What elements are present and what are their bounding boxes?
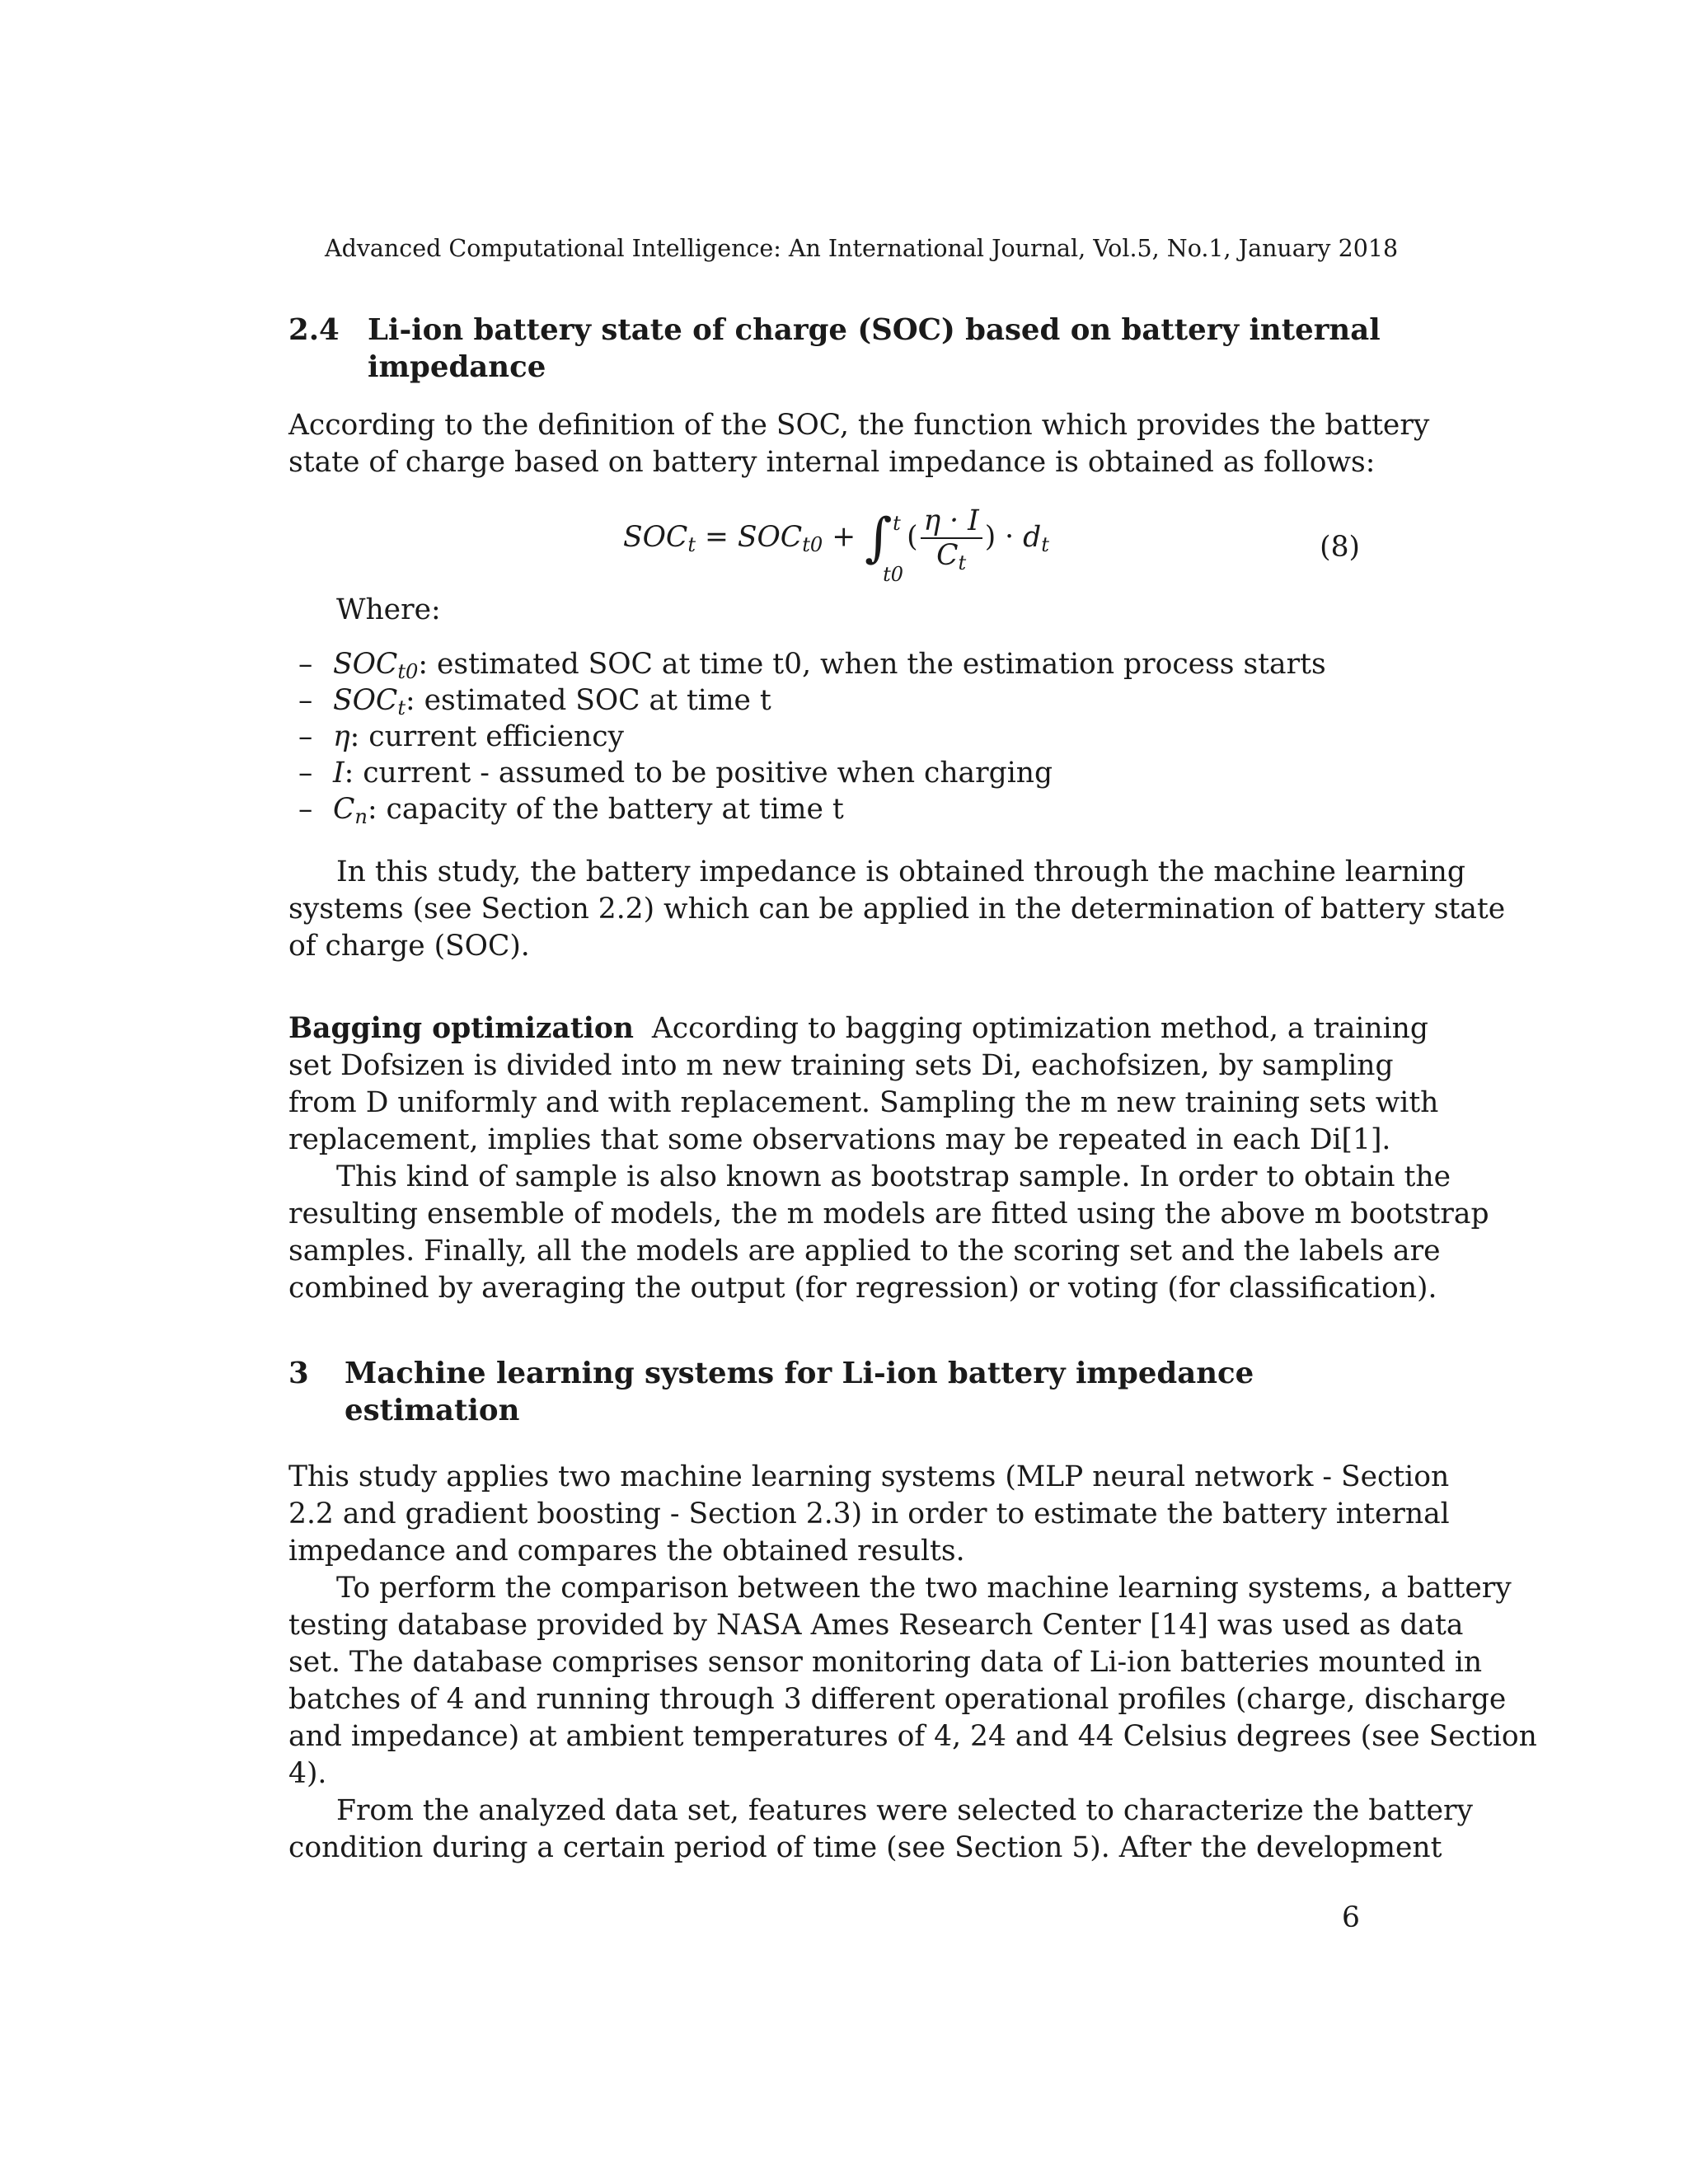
text-line: replacement, implies that some observations may be repeated in each Di[1].	[288, 1123, 1391, 1156]
text-line: This study applies two machine learning systems (MLP neural network - Section	[288, 1460, 1450, 1493]
equation-8	[288, 504, 1360, 587]
section-title-line1: Li-ion battery state of charge (SOC) based on battery internal	[368, 313, 1381, 347]
running-header: Advanced Computational Intelligence: An International Journal, Vol.5, No.1, January 2018	[325, 235, 1399, 262]
text-line: condition during a certain period of time (see Section 5). After the development	[288, 1831, 1442, 1864]
text-line: of charge (SOC).	[288, 930, 530, 963]
text-line: combined by averaging the output (for regression) or voting (for classification).	[288, 1272, 1437, 1305]
text-line: batches of 4 and running through 3 different operational profiles (charge, discharge	[288, 1683, 1507, 1716]
list-item: – η: current efficiency	[298, 720, 625, 753]
list-item: – $C_n$: capacity of the battery at time t	[298, 793, 844, 828]
text-line: To perform the comparison between the two machine learning systems, a battery	[336, 1572, 1512, 1605]
text-line: 4).	[288, 1757, 327, 1790]
text-line: and impedance) at ambient temperatures of 4, 24 and 44 Celsius degrees (see Section	[288, 1720, 1537, 1753]
list-item: – I: current - assumed to be positive when charging	[298, 757, 1053, 790]
equation-body: $SOC_t = SOC_{t0}$ + ∫ t t0 ( $\frac{\eta \cdot I}{C_t}$ ) · $d_t$	[623, 504, 1049, 586]
text-line: from D uniformly and with replacement. Sampling the m new training sets with	[288, 1086, 1439, 1119]
text-line: Bagging optimization According to bagging optimization method, a training	[288, 1012, 1428, 1045]
section-title-line1: Machine learning systems for Li-ion battery impedance	[345, 1357, 1254, 1390]
list-item: – $SOC_t$: estimated SOC at time t	[298, 684, 771, 719]
soc-intro-paragraph	[288, 407, 1430, 481]
text-line: set. The database comprises sensor monitoring data of Li-ion batteries mounted in	[288, 1646, 1483, 1679]
text-line: According to the definition of the SOC, the function which provides the battery	[288, 409, 1430, 442]
section-title-line2: impedance	[368, 350, 546, 384]
paper-page	[288, 0, 1537, 2184]
study-paragraph	[288, 854, 1506, 965]
fraction: $\frac{\eta \cdot I}{C_t}$	[921, 504, 982, 572]
section-title-line2: estimation	[345, 1394, 520, 1427]
bagging-heading: Bagging optimization	[288, 1012, 634, 1045]
text-line: testing database provided by NASA Ames Research Center [14] was used as data	[288, 1609, 1464, 1642]
page-number: 6	[1342, 1901, 1360, 1934]
text-line: From the analyzed data set, features were selected to characterize the battery	[336, 1794, 1474, 1827]
text-line: state of charge based on battery internal impedance is obtained as follows:	[288, 446, 1376, 479]
text-line: systems (see Section 2.2) which can be applied in the determination of battery state	[288, 893, 1506, 926]
text-line: impedance and compares the obtained results.	[288, 1535, 965, 1568]
section-number: 3	[288, 1357, 309, 1390]
list-item: – $SOC_{t0}$: estimated SOC at time t0, when the estimation process starts	[298, 648, 1326, 683]
equation-number: (8)	[1320, 531, 1360, 564]
where-label: Where:	[336, 593, 441, 626]
bagging-paragraph	[288, 1010, 1489, 1307]
text-line: samples. Finally, all the models are applied to the scoring set and the labels are	[288, 1235, 1441, 1268]
text-line: This kind of sample is also known as bootstrap sample. In order to obtain the	[336, 1160, 1451, 1193]
section-3-body	[288, 1459, 1537, 1867]
section-number: 2.4	[288, 313, 340, 347]
text-line: 2.2 and gradient boosting - Section 2.3) in order to estimate the battery internal	[288, 1497, 1450, 1530]
integral-sign: ∫ t t0	[865, 507, 904, 586]
text-line: resulting ensemble of models, the m models are fitted using the above m bootstrap	[288, 1197, 1489, 1230]
text-line: set Dofsizen is divided into m new training sets Di, eachofsizen, by sampling	[288, 1049, 1394, 1082]
text-line: In this study, the battery impedance is obtained through the machine learning	[336, 855, 1465, 888]
variable-list	[298, 646, 1326, 827]
